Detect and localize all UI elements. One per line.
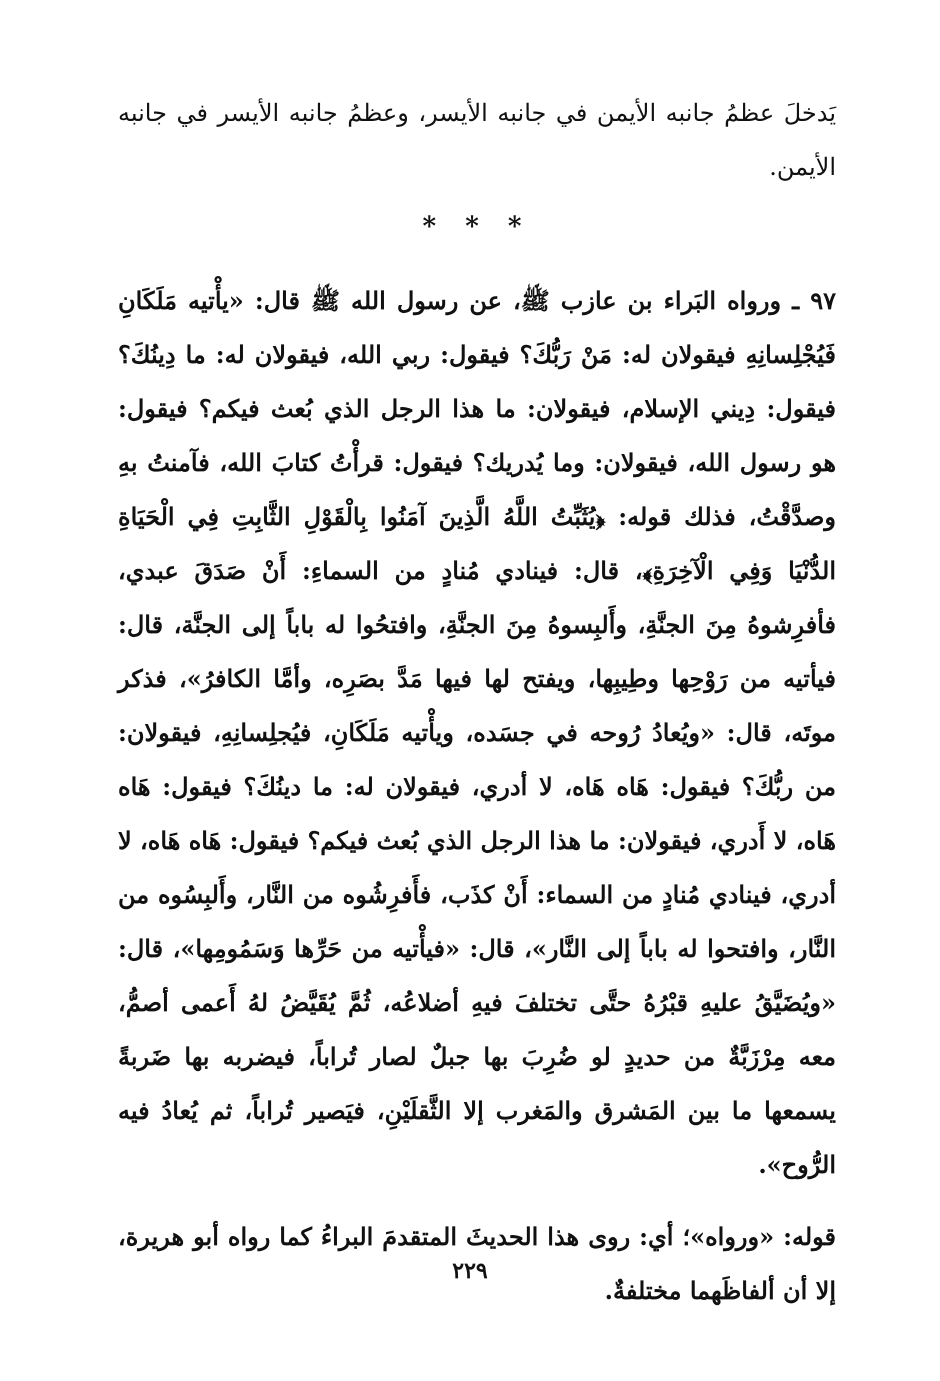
commentary-paragraph: قوله: «ورواه»؛ أي: روى هذا الحديثَ المتقدمَ البراءُ كما رواه أبو هريرة، إلا أن ألفاظَهما مختلفةٌ. bbox=[118, 1222, 836, 1305]
hadith-paragraph: ٩٧ ـ ورواه البَراء بن عازب ﷺ، عن رسول الله ﷺ قال: «يأْتيه مَلَكَانِ فَيُجْلِسانِهِ فيقولان له: مَنْ رَبُّكَ؟ فيقول: ربي الله، فيقولان له: ما دِينُكَ؟ فيقول: دِيني الإسلام، فيقولان: ما هذا الرجل الذي بُعث فيكم؟ فيقول: هو رسول الله، فيقولان: وما يُدريك؟ فيقول: قرأْتُ كتابَ الله، فآمنتُ بهِ وصدَّقْتُ، فذلك قوله: ﴿يُثَبِّتُ اللَّهُ الَّذِينَ آمَنُوا بِالْقَوْلِ الثَّابِتِ فِي الْحَيَاةِ الدُّنْيَا وَفِي الْآخِرَةِ﴾، قال: فينادي مُنادٍ من السماءِ: أَنْ صَدَقَ عبدي، فأفرِشوهُ مِنَ الجنَّةِ، وأَلبِسوهُ مِنَ الجنَّةِ، وافتحُوا له باباً إلى الجنَّة، قال: فيأتيه من رَوْحِها وطِيبِها، ويفتح لها فيها مَدَّ بصَرِه، وأمَّا الكافرُ»، فذكر موتَه، قال: «ويُعادُ رُوحه في جسَده، ويأْتيه مَلَكَانِ، فيُجلِسانِهِ، فيقولان: من ربُّكَ؟ فيقول: هَاه هَاه، لا أدري، فيقولان له: ما دينُكَ؟ فيقول: هَاه هَاه، لا أَدري، فيقولان: ما هذا الرجل الذي بُعث فيكم؟ فيقول: هَاه هَاه، لا أدري، فينادي مُنادٍ من السماء: أَنْ كذَب، فأَفرِشُوه من النَّار، وأَلبِسُوه من النَّار، وافتحوا له باباً إلى النَّار»، قال: «فيأْتيه من حَرِّها وَسَمُومِها»، قال: «ويُضَيَّقُ عليهِ قبْرُهُ حتَّى تختلفَ فيهِ أضلاعُه، ثُمَّ يُقَيَّضُ لهُ أَعمى أصمُّ، معه مِرْزَبَّةٌ من حديدٍ لو ضُرِبَ بها جبلٌ لصار تُراباً، فيضربه بها ضَربةً يسمعها ما بين المَشرق والمَغرب إلا الثَّقلَيْنِ، فيَصير تُراباً، ثم يُعادُ فيه الرُّوح». bbox=[118, 286, 836, 1179]
intro-paragraph: يَدخلَ عظمُ جانبه الأيمن في جانبه الأيسر، وعظمُ جانبه الأيسر في جانبه الأيمن. bbox=[118, 99, 836, 181]
page-number: ٢٢٩ bbox=[452, 1258, 488, 1284]
section-separator: * * * bbox=[422, 212, 532, 242]
page-body bbox=[118, 86, 836, 1318]
